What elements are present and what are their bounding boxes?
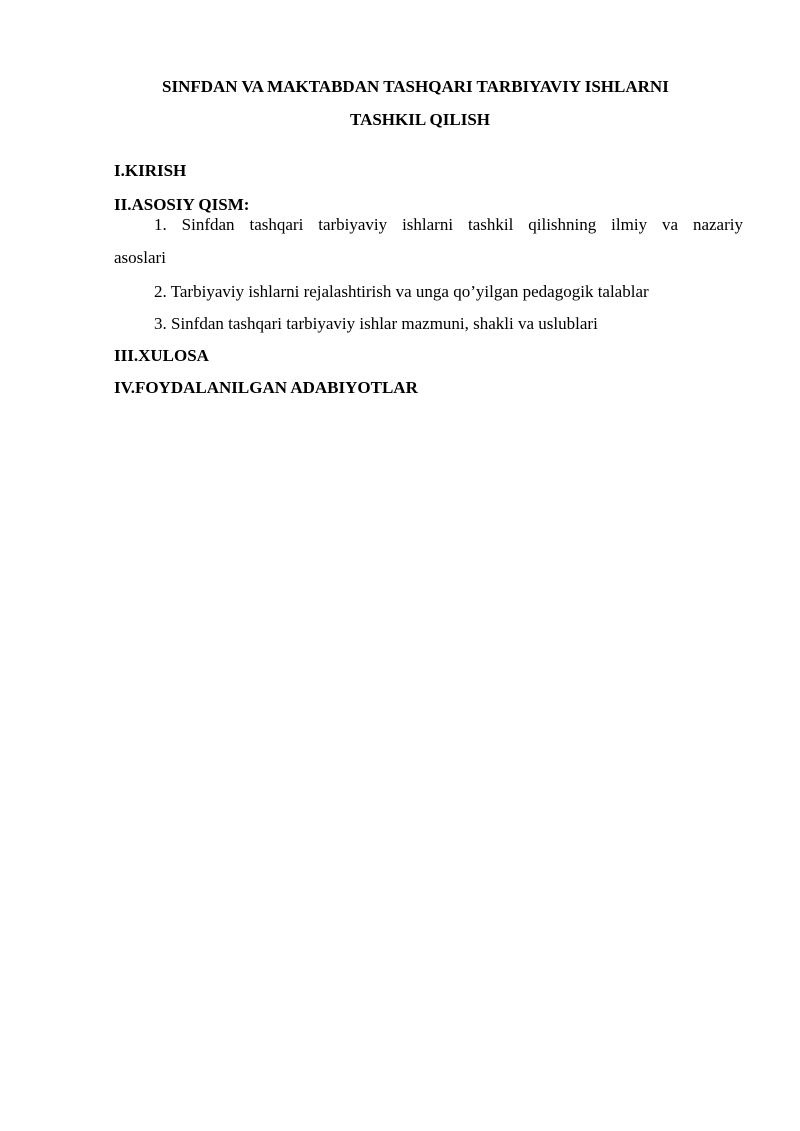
section-conclusion-heading: III.XULOSA: [114, 346, 209, 365]
section-references-heading: IV.FOYDALANILGAN ADABIYOTLAR: [114, 378, 418, 397]
main-item-1-continuation: asoslari: [114, 248, 166, 267]
document-title-line-1: SINFDAN VA MAKTABDAN TASHQARI TARBIYAVIY ISHLARNI: [162, 77, 669, 96]
section-intro-heading: I.KIRISH: [114, 161, 187, 180]
document-title-line-2: TASHKIL QILISH: [350, 110, 490, 129]
main-item-3: 3. Sinfdan tashqari tarbiyaviy ishlar mazmuni, shakli va uslublari: [154, 314, 598, 333]
main-item-2: 2. Tarbiyaviy ishlarni rejalashtirish va unga qo’yilgan pedagogik talablar: [154, 282, 649, 301]
section-main-heading: II.ASOSIY QISM:: [114, 195, 250, 214]
main-item-1: 1. Sinfdan tashqari tarbiyaviy ishlarni tashkil qilishning ilmiy va nazariy: [154, 215, 743, 234]
